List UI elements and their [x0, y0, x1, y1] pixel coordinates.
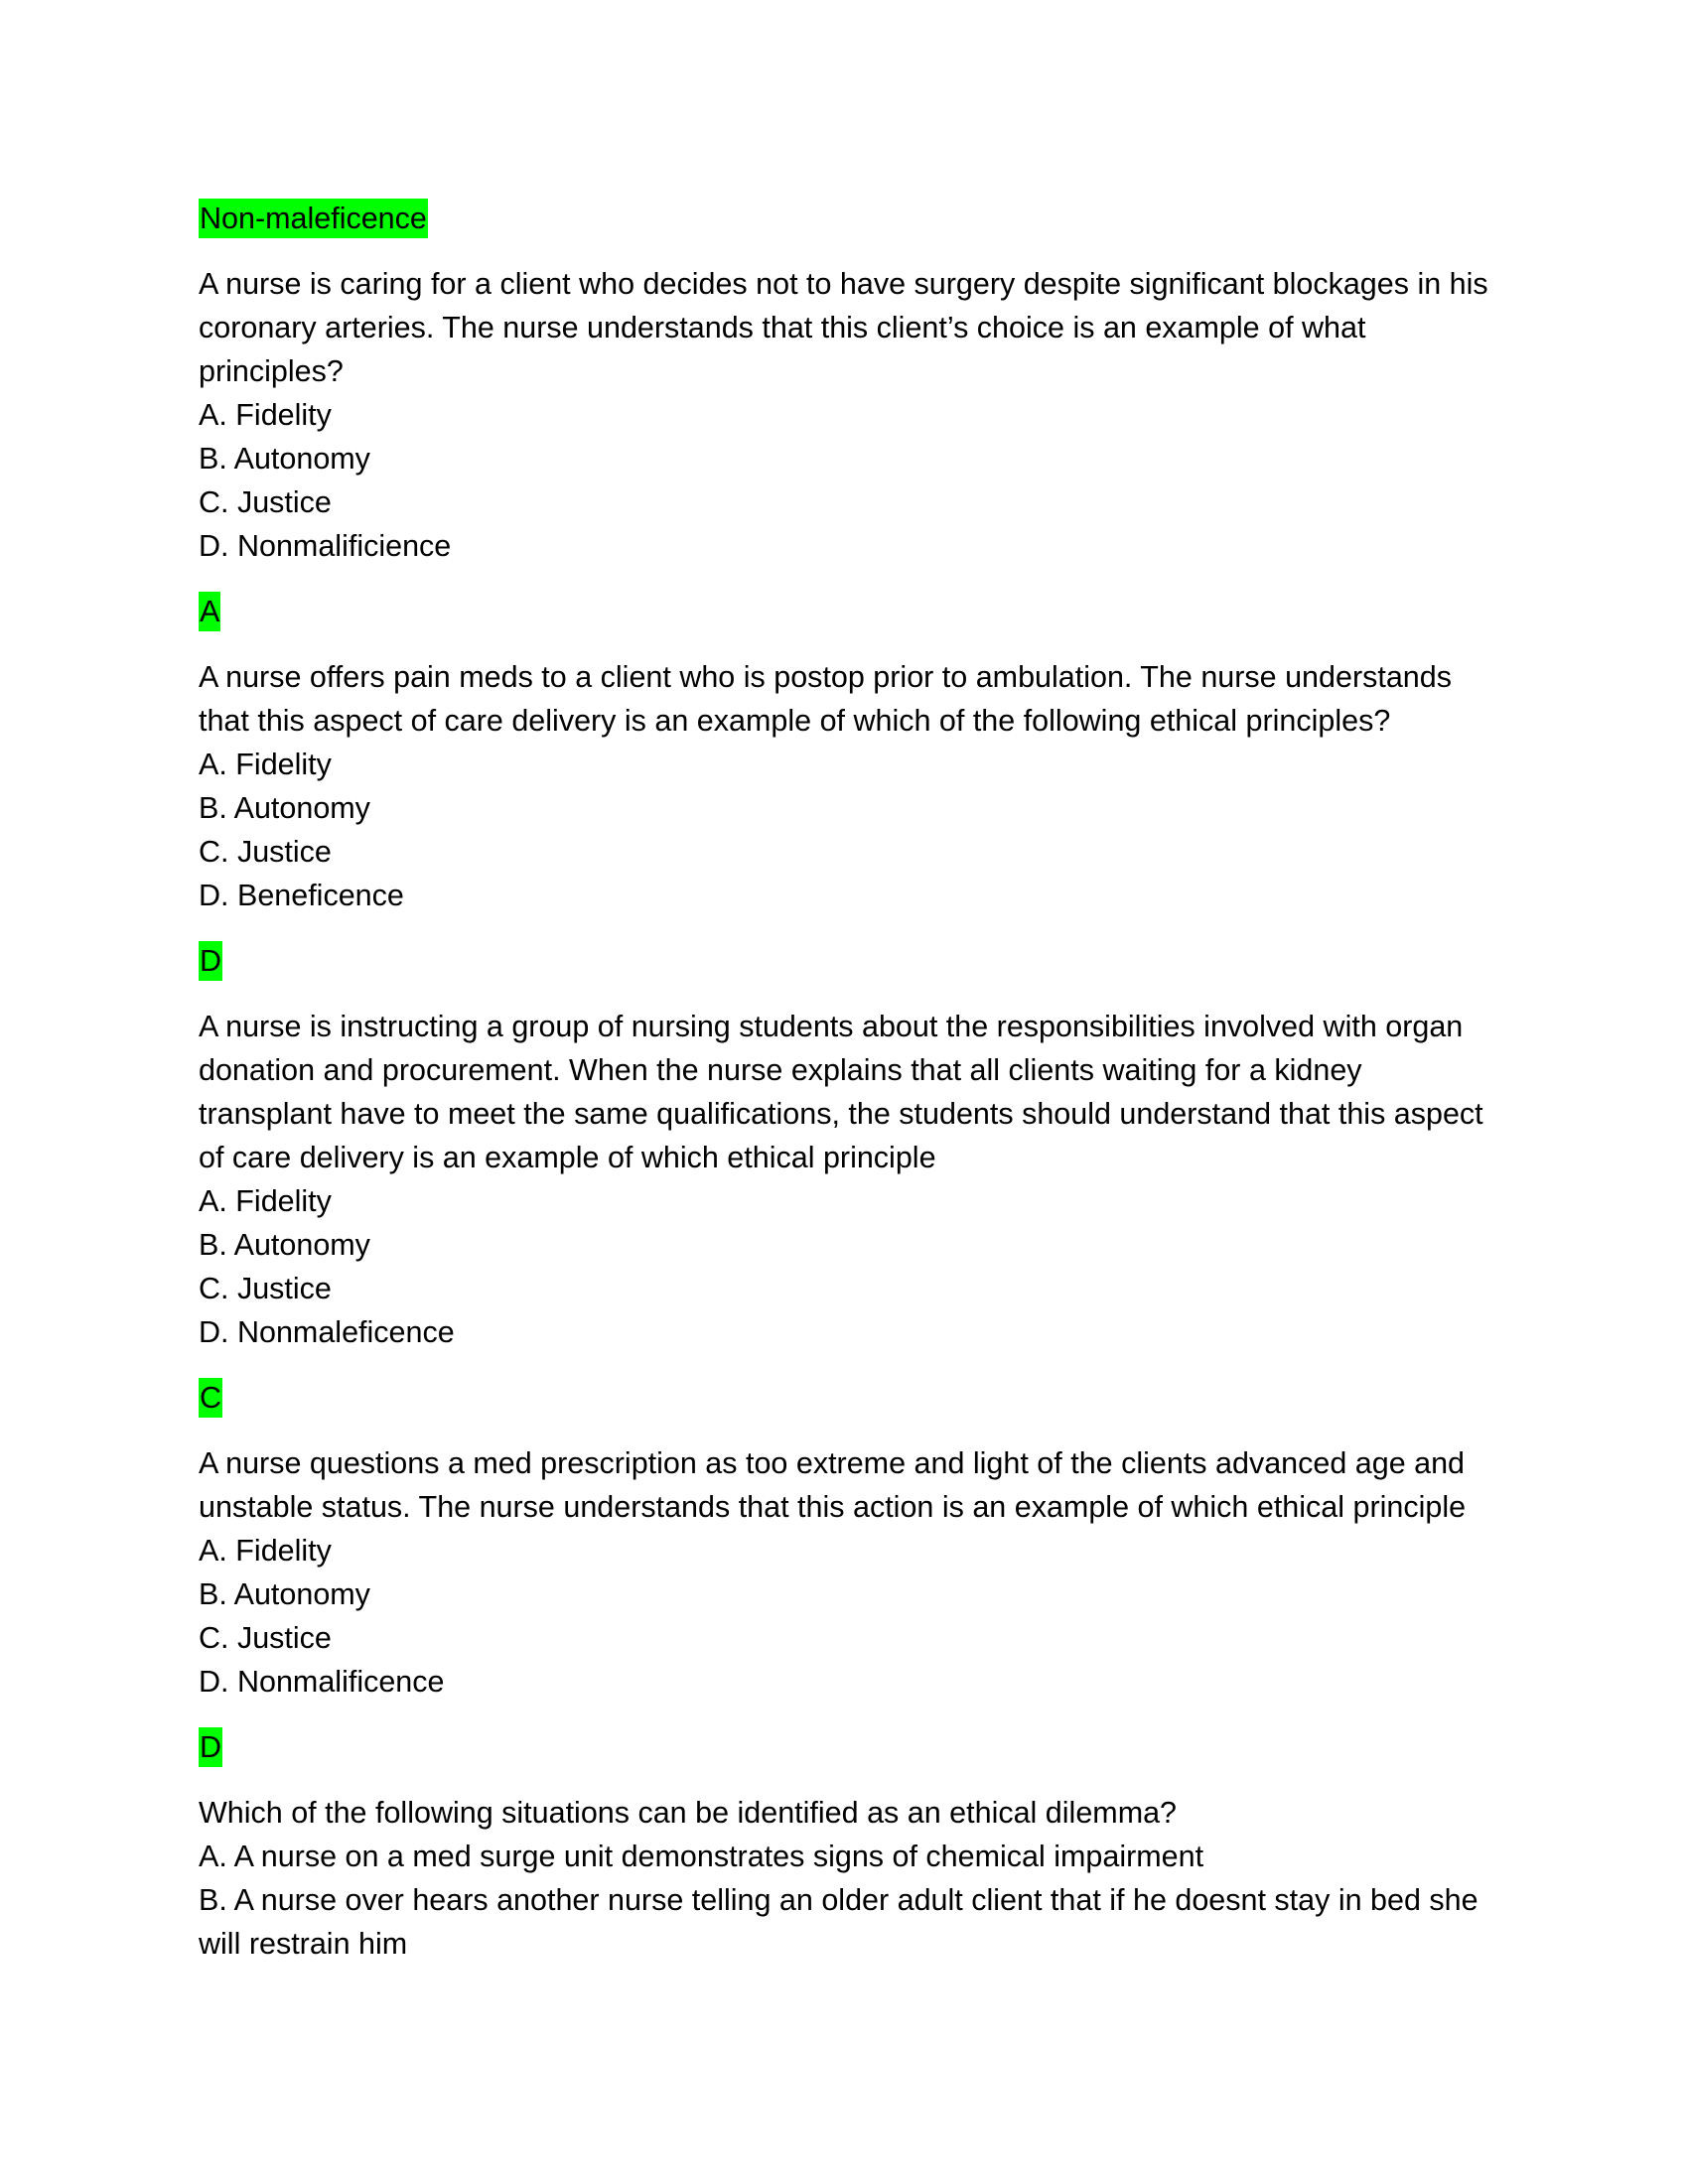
- answer-block: [199, 939, 1499, 983]
- option-a: A. A nurse on a med surge unit demonstrates signs of chemical impairment: [199, 1840, 1204, 1873]
- option-a: A. Fidelity: [199, 398, 332, 432]
- answer-block: [199, 1376, 1499, 1420]
- option-d: D. Beneficence: [199, 879, 404, 912]
- option-a: A. Fidelity: [199, 748, 332, 781]
- answer-options: [199, 393, 1499, 568]
- option-b: B. A nurse over hears another nurse telling an older adult client that if he doesnt stay in bed she will restrain him: [199, 1883, 1478, 1961]
- option-b: B. Autonomy: [199, 1228, 370, 1262]
- question-text: A nurse is instructing a group of nursing students about the responsibilities involved with organ donation and procurement. When the nurse explains that all clients waiting for a kidney transplant have to meet the same qualifications, the students should understand that this aspect of care delivery is an example of which ethical principle: [199, 1010, 1483, 1174]
- option-b: B. Autonomy: [199, 791, 370, 825]
- answer-options: [199, 1529, 1499, 1704]
- document-page: [199, 197, 1499, 1966]
- question-text: A nurse questions a med prescription as too extreme and light of the clients advanced age and unstable status. The nurse understands that this action is an example of which ethical principle: [199, 1446, 1467, 1524]
- answer-options: [199, 1835, 1499, 1966]
- option-d: D. Nonmalificience: [199, 529, 452, 563]
- option-a: A. Fidelity: [199, 1534, 332, 1568]
- answer-block: [199, 197, 1499, 240]
- option-c: C. Justice: [199, 485, 332, 519]
- option-b: B. Autonomy: [199, 1577, 370, 1611]
- question-text: A nurse is caring for a client who decides not to have surgery despite significant blockages in his coronary arteries. The nurse understands that this client’s choice is an example of what principles?: [199, 267, 1488, 388]
- option-c: C. Justice: [199, 835, 332, 869]
- option-d: D. Nonmaleficence: [199, 1315, 455, 1349]
- option-a: A. Fidelity: [199, 1184, 332, 1218]
- question-text: A nurse offers pain meds to a client who is postop prior to ambulation. The nurse understands that this aspect of care delivery is an example of which of the following ethical principles?: [199, 660, 1452, 738]
- answer-options: [199, 1179, 1499, 1354]
- question-text: Which of the following situations can be identified as an ethical dilemma?: [199, 1796, 1178, 1830]
- answer-options: [199, 743, 1499, 917]
- highlighted-answer: A: [199, 592, 220, 631]
- answer-block: [199, 1725, 1499, 1769]
- highlighted-answer: D: [199, 1727, 222, 1767]
- answer-block: [199, 590, 1499, 633]
- option-c: C. Justice: [199, 1621, 332, 1655]
- highlighted-answer: C: [199, 1378, 222, 1418]
- highlighted-answer: D: [199, 941, 222, 981]
- highlighted-answer: Non-maleficence: [199, 199, 428, 238]
- option-c: C. Justice: [199, 1272, 332, 1305]
- option-d: D. Nonmalificence: [199, 1665, 445, 1699]
- option-b: B. Autonomy: [199, 442, 370, 476]
